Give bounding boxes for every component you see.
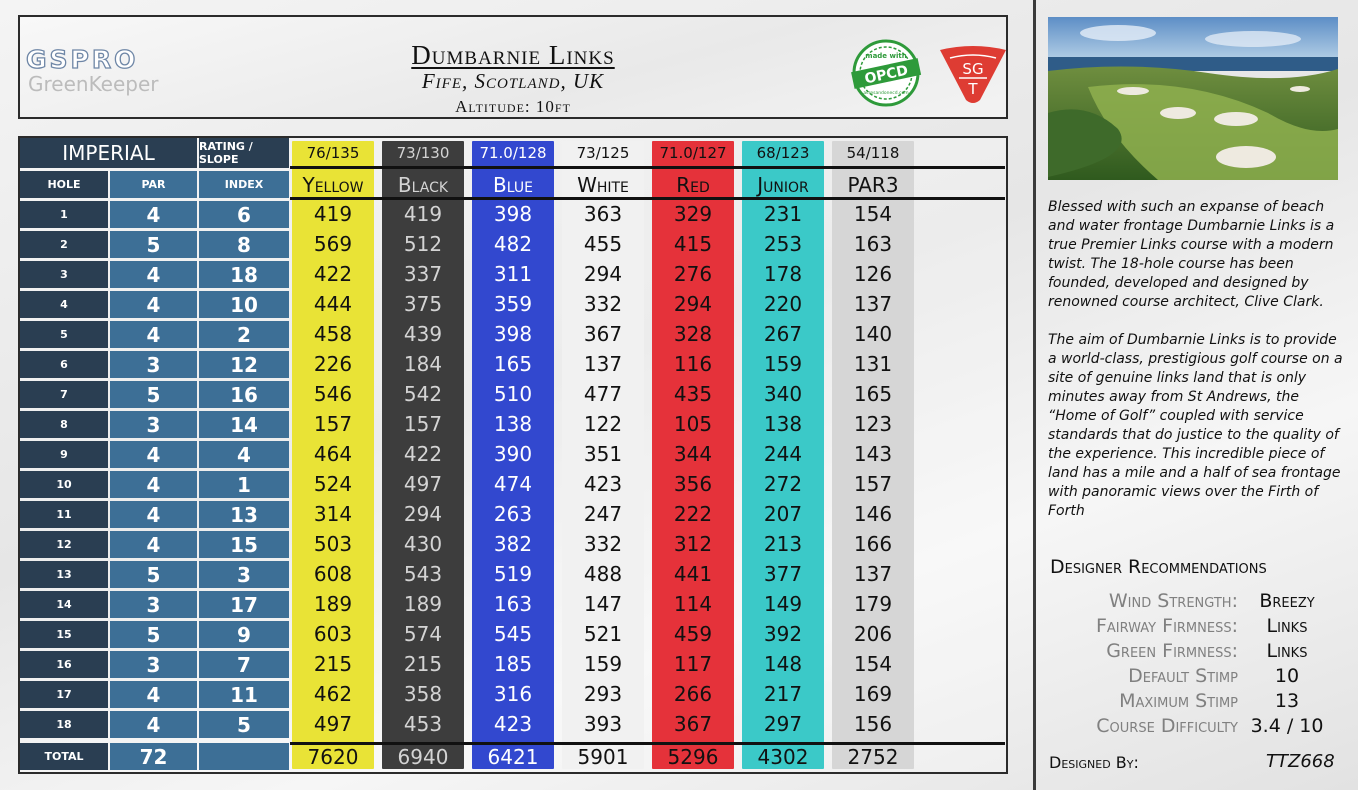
hole-par: 5 — [110, 231, 197, 258]
recommendation-label: Default Stimp — [1128, 665, 1238, 687]
yardage-cell: 390 — [493, 442, 533, 466]
hole-number: 11 — [20, 501, 108, 528]
hole-number: 4 — [20, 291, 108, 318]
yardage-cell: 206 — [853, 622, 893, 646]
yardage-cell: 215 — [313, 652, 353, 676]
recommendation-value: Links — [1266, 615, 1308, 637]
hole-number: 16 — [20, 651, 108, 678]
yardage-cell: 422 — [403, 442, 443, 466]
description-paragraph-1: Blessed with such an expanse of beach and water frontage Dumbarnie Links is a true Premier Links course with a modern twist. The 18-hole course has been founded, developed and designed by renowned course architect, Clive Clark. — [1048, 199, 1335, 310]
yardage-cell: 231 — [763, 202, 803, 226]
recommendation-label: Fairway Firmness: — [1095, 615, 1238, 637]
hole-index: 6 — [199, 201, 289, 228]
tee-name-blue: Blue — [493, 173, 533, 197]
yardage-cell: 294 — [403, 502, 443, 526]
yardage-cell: 545 — [493, 622, 533, 646]
yardage-cell: 358 — [403, 682, 443, 706]
yardage-cell: 146 — [853, 502, 893, 526]
hole-number: 2 — [20, 231, 108, 258]
total-row-label: TOTAL — [20, 743, 108, 770]
hole-index: 15 — [199, 531, 289, 558]
yardage-cell: 138 — [763, 412, 803, 436]
hole-par: 4 — [110, 201, 197, 228]
tee-total-white: 5901 — [577, 745, 629, 769]
yardage-cell: 422 — [313, 262, 353, 286]
tee-name-black: Black — [397, 173, 449, 197]
yardage-cell: 363 — [583, 202, 623, 226]
hole-par: 4 — [110, 531, 197, 558]
designed-by-label: Designed By: — [1049, 753, 1139, 772]
hole-index: 4 — [199, 441, 289, 468]
tee-total-blue: 6421 — [487, 745, 539, 769]
hole-index: 18 — [199, 261, 289, 288]
yardage-cell: 213 — [763, 532, 803, 556]
recommendation-value: Links — [1266, 640, 1308, 662]
hole-number: 10 — [20, 471, 108, 498]
yardage-cell: 147 — [583, 592, 623, 616]
rating-slope-label: RATING / SLOPE — [199, 138, 289, 168]
yardage-cell: 477 — [583, 382, 623, 406]
yardage-cell: 166 — [853, 532, 893, 556]
hole-index: 1 — [199, 471, 289, 498]
yardage-cell: 156 — [853, 712, 893, 736]
greenkeeper-logo: GreenKeeper — [28, 72, 159, 96]
panel-divider — [1033, 0, 1036, 790]
yardage-cell: 184 — [403, 352, 443, 376]
tee-rating-yellow: 76/135 — [306, 144, 360, 162]
yardage-cell: 267 — [763, 322, 803, 346]
yardage-cell: 351 — [583, 442, 623, 466]
recommendation-label: Maximum Stimp — [1119, 690, 1238, 712]
yardage-cell: 337 — [403, 262, 443, 286]
yardage-cell: 137 — [583, 352, 623, 376]
yardage-cell: 226 — [313, 352, 353, 376]
hole-index: 16 — [199, 381, 289, 408]
hole-index: 12 — [199, 351, 289, 378]
yardage-cell: 143 — [853, 442, 893, 466]
index-total-empty — [199, 743, 289, 770]
tee-total-par3: 2752 — [847, 745, 899, 769]
yardage-cell: 253 — [763, 232, 803, 256]
gspro-logo: GSPRO — [26, 45, 139, 74]
recommendation-value: 10 — [1274, 665, 1300, 687]
hole-index: 17 — [199, 591, 289, 618]
hole-number: 8 — [20, 411, 108, 438]
yardage-cell: 367 — [673, 712, 713, 736]
yardage-cell: 512 — [403, 232, 443, 256]
tee-total-yellow: 7620 — [307, 745, 359, 769]
scorecard-header — [18, 15, 1008, 119]
course-location: Fife, Scotland, UK — [421, 69, 605, 93]
hole-par: 3 — [110, 591, 197, 618]
hole-par: 3 — [110, 411, 197, 438]
hole-par: 4 — [110, 681, 197, 708]
recommendations-title: Designer Recommendations — [1050, 556, 1267, 578]
yardage-cell: 220 — [763, 292, 803, 316]
hole-number: 17 — [20, 681, 108, 708]
yardage-cell: 328 — [673, 322, 713, 346]
yardage-cell: 367 — [583, 322, 623, 346]
yardage-cell: 157 — [313, 412, 353, 436]
recommendation-value: 13 — [1274, 690, 1300, 712]
course-description — [1048, 198, 1348, 540]
hole-number: 5 — [20, 321, 108, 348]
hole-index: 5 — [199, 711, 289, 738]
yardage-cell: 377 — [763, 562, 803, 586]
hole-index: 11 — [199, 681, 289, 708]
yardage-cell: 165 — [853, 382, 893, 406]
yardage-cell: 423 — [493, 712, 533, 736]
unit-label: IMPERIAL — [20, 138, 197, 168]
hole-number: 12 — [20, 531, 108, 558]
recommendation-label: Green Firmness: — [1106, 640, 1238, 662]
yardage-cell: 393 — [583, 712, 623, 736]
hole-par: 4 — [110, 321, 197, 348]
hole-index: 7 — [199, 651, 289, 678]
yardage-cell: 462 — [313, 682, 353, 706]
yardage-cell: 272 — [763, 472, 803, 496]
yardage-cell: 375 — [403, 292, 443, 316]
description-paragraph-2: The aim of Dumbarnie Links is to provide a world-class, prestigious golf course on a site of genuine links land that is only minutes away from St Andrews, the “Home of Golf” coupled with service standards that do justice to the quality of the experience. This incredible piece of land has a mile and a half of sea frontage with panoramic views over the Firth of Forth — [1048, 332, 1343, 519]
sgt-badge-top-text: SG — [962, 60, 984, 78]
scorecard-table — [18, 136, 1008, 774]
index-column-header: INDEX — [199, 171, 289, 198]
hole-number: 15 — [20, 621, 108, 648]
yardage-cell: 392 — [763, 622, 803, 646]
hole-index: 8 — [199, 231, 289, 258]
hole-number: 1 — [20, 201, 108, 228]
yardage-cell: 574 — [403, 622, 443, 646]
yardage-cell: 294 — [673, 292, 713, 316]
tee-name-white: White — [577, 173, 629, 197]
yardage-cell: 159 — [583, 652, 623, 676]
tee-total-junior: 4302 — [757, 745, 809, 769]
yardage-cell: 138 — [493, 412, 533, 436]
yardage-cell: 178 — [763, 262, 803, 286]
yardage-cell: 159 — [763, 352, 803, 376]
hole-number: 7 — [20, 381, 108, 408]
sgt-badge-icon — [936, 44, 1010, 106]
tee-rating-white: 73/125 — [576, 144, 630, 162]
yardage-cell: 521 — [583, 622, 623, 646]
recommendation-value: 3.4 / 10 — [1250, 715, 1324, 737]
hole-par: 4 — [110, 501, 197, 528]
tee-header-rule-top — [290, 166, 1005, 169]
course-title: Dumbarnie Links — [411, 40, 615, 70]
yardage-cell: 149 — [763, 592, 803, 616]
yardage-cell: 497 — [313, 712, 353, 736]
hole-par: 4 — [110, 711, 197, 738]
yardage-cell: 276 — [673, 262, 713, 286]
hole-par: 4 — [110, 261, 197, 288]
hole-number: 9 — [20, 441, 108, 468]
course-altitude: Altitude: 10ft — [455, 97, 571, 116]
hole-number: 6 — [20, 351, 108, 378]
yardage-cell: 419 — [313, 202, 353, 226]
hole-column-header: HOLE — [20, 171, 108, 198]
yardage-cell: 105 — [673, 412, 713, 436]
tee-name-yellow: Yellow — [302, 173, 364, 197]
yardage-cell: 382 — [493, 532, 533, 556]
yardage-cell: 398 — [493, 322, 533, 346]
yardage-cell: 497 — [403, 472, 443, 496]
yardage-cell: 154 — [853, 652, 893, 676]
tee-total-black: 6940 — [397, 745, 449, 769]
par-column-header: PAR — [110, 171, 197, 198]
hole-number: 3 — [20, 261, 108, 288]
yardage-cell: 311 — [493, 262, 533, 286]
yardage-cell: 332 — [583, 292, 623, 316]
yardage-cell: 444 — [313, 292, 353, 316]
yardage-cell: 423 — [583, 472, 623, 496]
yardage-cell: 519 — [493, 562, 533, 586]
opcd-badge-main-text: OPCD — [863, 62, 910, 88]
yardage-cell: 312 — [673, 532, 713, 556]
yardage-cell: 356 — [673, 472, 713, 496]
tee-rating-junior: 68/123 — [756, 144, 810, 162]
hole-par: 5 — [110, 561, 197, 588]
yardage-cell: 510 — [493, 382, 533, 406]
yardage-cell: 603 — [313, 622, 353, 646]
yardage-cell: 189 — [403, 592, 443, 616]
hole-number: 14 — [20, 591, 108, 618]
course-photo — [1048, 17, 1338, 180]
yardage-cell: 524 — [313, 472, 353, 496]
yardage-cell: 122 — [583, 412, 623, 436]
yardage-cell: 244 — [763, 442, 803, 466]
yardage-cell: 459 — [673, 622, 713, 646]
hole-par: 4 — [110, 471, 197, 498]
opcd-badge-top-text: made with — [865, 52, 907, 60]
yardage-cell: 165 — [493, 352, 533, 376]
yardage-cell: 266 — [673, 682, 713, 706]
tee-name-par3: PAR3 — [847, 173, 899, 197]
yardage-cell: 415 — [673, 232, 713, 256]
yardage-cell: 316 — [493, 682, 533, 706]
yardage-cell: 453 — [403, 712, 443, 736]
yardage-cell: 222 — [673, 502, 713, 526]
yardage-cell: 123 — [853, 412, 893, 436]
hole-index: 10 — [199, 291, 289, 318]
yardage-cell: 247 — [583, 502, 623, 526]
yardage-cell: 488 — [583, 562, 623, 586]
yardage-cell: 543 — [403, 562, 443, 586]
yardage-cell: 332 — [583, 532, 623, 556]
hole-par: 3 — [110, 651, 197, 678]
yardage-cell: 546 — [313, 382, 353, 406]
tee-rating-red: 71.0/127 — [659, 144, 727, 162]
yardage-cell: 419 — [403, 202, 443, 226]
yardage-cell: 185 — [493, 652, 533, 676]
yardage-cell: 217 — [763, 682, 803, 706]
yardage-cell: 441 — [673, 562, 713, 586]
yardage-cell: 169 — [853, 682, 893, 706]
yardage-cell: 293 — [583, 682, 623, 706]
hole-index: 9 — [199, 621, 289, 648]
yardage-cell: 154 — [853, 202, 893, 226]
sgt-badge-bottom-text: T — [968, 80, 978, 98]
yardage-cell: 314 — [313, 502, 353, 526]
tee-rating-blue: 71.0/128 — [479, 144, 547, 162]
tee-name-red: Red — [676, 173, 710, 197]
tee-rating-par3: 54/118 — [846, 144, 900, 162]
recommendation-label: Wind Strength: — [1108, 590, 1238, 612]
yardage-cell: 157 — [403, 412, 443, 436]
par-total: 72 — [110, 743, 197, 770]
yardage-cell: 435 — [673, 382, 713, 406]
hole-index: 13 — [199, 501, 289, 528]
yardage-cell: 297 — [763, 712, 803, 736]
yardage-cell: 189 — [313, 592, 353, 616]
yardage-cell: 340 — [763, 382, 803, 406]
yardage-cell: 464 — [313, 442, 353, 466]
yardage-cell: 207 — [763, 502, 803, 526]
yardage-cell: 608 — [313, 562, 353, 586]
yardage-cell: 455 — [583, 232, 623, 256]
yardage-cell: 215 — [403, 652, 443, 676]
yardage-cell: 163 — [493, 592, 533, 616]
total-rule — [290, 742, 1005, 745]
yardage-cell: 482 — [493, 232, 533, 256]
yardage-cell: 114 — [673, 592, 713, 616]
designer-name: TTZ668 — [1266, 751, 1335, 772]
yardage-cell: 163 — [853, 232, 893, 256]
yardage-cell: 137 — [853, 562, 893, 586]
yardage-cell: 359 — [493, 292, 533, 316]
yardage-cell: 503 — [313, 532, 353, 556]
yardage-cell: 398 — [493, 202, 533, 226]
recommendation-value: Breezy — [1259, 590, 1315, 612]
opcd-badge-icon — [848, 39, 924, 107]
yardage-cell: 140 — [853, 322, 893, 346]
hole-index: 14 — [199, 411, 289, 438]
tee-header-rule-bottom — [290, 197, 1005, 200]
yardage-cell: 474 — [493, 472, 533, 496]
recommendation-label: Course Difficulty — [1096, 715, 1238, 737]
hole-number: 13 — [20, 561, 108, 588]
yardage-cell: 542 — [403, 382, 443, 406]
hole-index: 3 — [199, 561, 289, 588]
yardage-cell: 458 — [313, 322, 353, 346]
yardage-cell: 569 — [313, 232, 353, 256]
yardage-cell: 126 — [853, 262, 893, 286]
yardage-cell: 157 — [853, 472, 893, 496]
hole-par: 4 — [110, 291, 197, 318]
hole-par: 3 — [110, 351, 197, 378]
tee-rating-black: 73/130 — [396, 144, 450, 162]
yardage-cell: 263 — [493, 502, 533, 526]
tee-name-junior: Junior — [757, 173, 809, 197]
hole-par: 5 — [110, 621, 197, 648]
tee-total-red: 5296 — [667, 745, 719, 769]
opcd-badge-bottom-text: acresandonecd.com — [863, 91, 909, 96]
yardage-cell: 329 — [673, 202, 713, 226]
yardage-cell: 294 — [583, 262, 623, 286]
yardage-cell: 131 — [853, 352, 893, 376]
hole-number: 18 — [20, 711, 108, 738]
yardage-cell: 137 — [853, 292, 893, 316]
hole-par: 4 — [110, 441, 197, 468]
yardage-cell: 439 — [403, 322, 443, 346]
hole-index: 2 — [199, 321, 289, 348]
yardage-cell: 116 — [673, 352, 713, 376]
yardage-cell: 117 — [673, 652, 713, 676]
yardage-cell: 430 — [403, 532, 443, 556]
yardage-cell: 148 — [763, 652, 803, 676]
yardage-cell: 179 — [853, 592, 893, 616]
yardage-cell: 344 — [673, 442, 713, 466]
hole-par: 5 — [110, 381, 197, 408]
